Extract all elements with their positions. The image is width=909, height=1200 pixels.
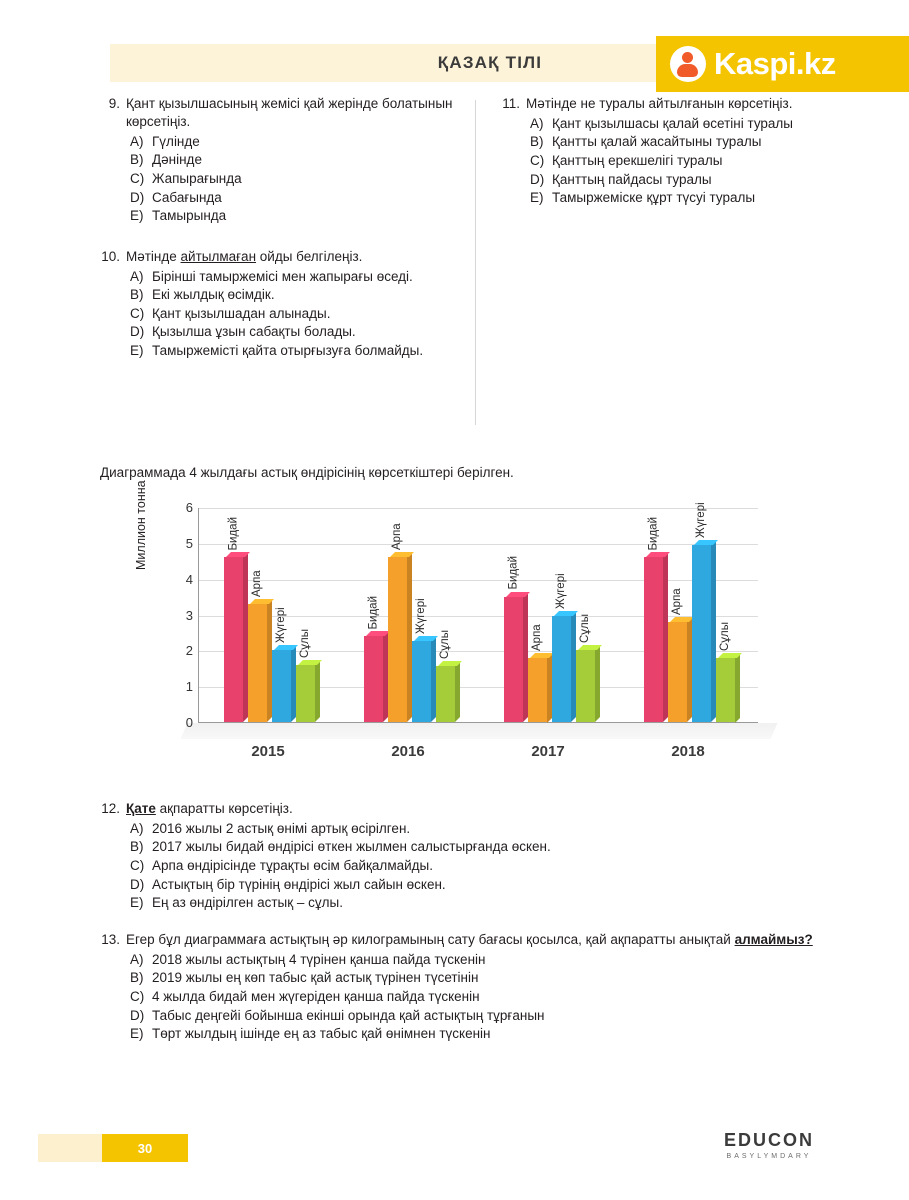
option-b-letter: B) [130,970,144,986]
question-12 [100,800,880,913]
option-a-text: Бірінші тамыржемісі мен жапырағы өседі. [152,268,413,284]
question-13 [100,931,880,1044]
option-e[interactable] [100,342,460,361]
chart-bar [248,604,267,722]
option-e-letter: E) [530,190,544,206]
chart-bar [644,557,663,722]
option-c-letter: C) [130,858,145,874]
question-11-number: 11. [502,96,520,111]
chart-x-label: 2018 [671,743,705,760]
question-9-text: Қант қызылшасының жемісі қай жерінде болатынын көрсетіңіз. [126,96,453,129]
question-12-text [126,800,880,818]
chart-bar [224,557,243,722]
chart-bar-label: Сұлы [719,621,731,651]
chart-bar-label: Арпа [671,587,683,615]
option-c[interactable] [500,152,880,171]
chart-bar [388,557,407,722]
option-e[interactable] [100,1025,880,1044]
question-11-text: Мәтінде не туралы айтылғанын көрсетіңіз. [526,96,793,111]
kaspi-brand-label: Kaspi.kz [714,46,836,81]
option-d-text: Қызылша ұзын сабақты болады. [152,324,356,340]
chart-bar-label: Бидай [507,556,519,590]
question-12-text-after: ақпаратты көрсетіңіз. [155,801,293,816]
option-c-letter: C) [130,989,145,1004]
chart-x-label: 2016 [391,743,425,760]
bottom-question-area [100,800,880,1058]
option-c-text: 4 жылда бидай мен жүгеріден қанша пайда түскенін [152,989,480,1004]
option-e-text: Ең аз өндірілген астық – сұлы. [152,895,343,911]
option-a-text: Қант қызылшасы қалай өсетіні туралы [552,115,794,131]
chart-base-shadow [180,723,777,739]
option-d[interactable] [500,171,880,190]
question-10-text-underline: айтылмаған [180,248,257,264]
option-e-text: Тамыржеміске құрт түсуі туралы [552,190,756,206]
option-b-letter: B) [130,152,144,168]
option-b[interactable] [100,838,880,857]
question-12-options [100,820,880,913]
question-10-text [126,248,460,266]
option-a[interactable] [100,133,460,152]
option-a-text: 2018 жылы астықтың 4 түрінен қанша пайда түскенін [152,951,486,967]
chart-bar-label: Арпа [531,623,543,651]
chart-bar-label: Сұлы [299,628,311,658]
question-12-number: 12. [101,801,120,816]
option-e[interactable] [500,189,880,208]
option-b[interactable] [100,151,460,170]
option-e-letter: E) [130,208,144,224]
chart-y-tick: 6 [185,500,193,515]
chart-gridline [199,508,758,509]
option-d-text: Қанттың пайдасы туралы [552,171,712,187]
question-10-text-before: Мәтінде [126,248,181,264]
option-d[interactable] [100,876,880,895]
left-question-column [100,95,460,377]
option-a-letter: A) [130,268,144,284]
option-e-text: Тамырында [152,208,227,224]
option-c[interactable] [100,988,880,1007]
option-d-letter: D) [130,876,145,892]
option-a-letter: A) [130,951,144,967]
option-a-letter: A) [130,133,144,149]
option-d-letter: D) [130,1007,145,1023]
chart-bar [668,622,687,722]
chart-bar-label: Сұлы [579,614,591,644]
question-13-text-underline: алмаймыз? [734,931,813,947]
question-10 [100,248,460,361]
option-b-text: Қантты қалай жасайтыны туралы [552,134,762,150]
option-e[interactable] [100,207,460,226]
chart-intro-text: Диаграммада 4 жылдағы астық өндірісінің көрсеткіштері берілген. [100,465,514,480]
question-11-options [500,115,880,208]
option-a-letter: A) [130,820,144,836]
question-10-options [100,268,460,361]
question-10-number: 10. [101,248,120,264]
bar-chart [134,480,780,785]
option-b-text: Екі жылдық өсімдік. [152,287,275,303]
chart-bar-label: Жүгері [275,607,287,644]
option-c-text: Арпа өндірісінде тұрақты өсім байқалмайды. [152,858,433,874]
publisher-sub: BASYLYMDARY [726,1153,812,1160]
option-d-letter: D) [130,189,145,205]
chart-y-tick: 4 [185,571,193,587]
chart-bar [364,636,383,722]
footer-page-bar [38,1134,188,1162]
option-d-text: Сабағында [152,189,222,205]
chart-y-tick: 5 [185,535,193,551]
option-c-text: Қант қызылшадан алынады. [152,305,331,321]
option-c[interactable] [100,305,460,324]
question-12-text-underline: Қате [126,801,156,816]
chart-bar-label: Сұлы [439,630,451,660]
option-d-text: Табыс деңгейі бойынша екінші орында қай астықтың тұрғанын [152,1007,545,1023]
option-a-text: Гүлінде [152,133,200,149]
option-c-letter: C) [130,305,145,321]
chart-bar [504,597,523,722]
chart-y-tick: 0 [185,715,193,730]
option-a[interactable] [100,268,460,287]
option-b[interactable] [100,969,880,988]
chart-y-tick: 2 [185,643,193,659]
option-d[interactable] [100,1007,880,1026]
option-c-letter: C) [530,153,545,169]
option-e-letter: E) [130,343,144,359]
chart-bar [576,650,595,722]
option-d[interactable] [100,189,460,208]
page-number: 30 [102,1134,188,1162]
question-9-number: 9. [108,96,120,111]
option-d[interactable] [100,323,460,342]
option-b[interactable] [100,286,460,305]
chart-bar-label: Бидай [367,595,379,629]
option-e-text: Тамыржемісті қайта отырғызуға болмайды. [152,343,424,359]
option-d-text: Астықтың бір түрінің өндірісі жыл сайын өскен. [152,876,446,892]
chart-y-tick: 3 [185,607,193,623]
question-9 [100,95,460,226]
chart-plot-area [185,500,758,730]
chart-bar-label: Арпа [251,570,263,597]
kaspi-watermark [656,36,909,92]
chart-bar [296,665,315,722]
chart-bar-label: Жүгері [695,501,707,538]
question-13-text [126,931,880,949]
question-13-text-before: Егер бұл диаграммаға астықтың әр килограмының сату бағасы қосылса, қай ақпаратты анықтай [126,931,735,947]
column-divider [475,100,476,425]
option-b-text: 2019 жылы ең көп табыс қай астық түрінен түсетінін [152,970,479,986]
option-e-letter: E) [130,895,144,911]
option-b[interactable] [500,133,880,152]
chart-bar [692,545,711,722]
option-c-text: Қанттың ерекшелігі туралы [552,153,723,169]
option-a-text: 2016 жылы 2 астық өнімі артық өсірілген. [152,820,411,836]
option-c-letter: C) [130,170,145,186]
chart-bar-label: Жүгері [415,598,427,635]
chart-x-label: 2015 [251,743,285,760]
chart-bar-label: Арпа [391,523,403,551]
chart-bar [412,641,431,722]
option-b-text: 2017 жылы бидай өндірісі өткен жылмен салыстырғанда өскен. [152,839,551,855]
option-c[interactable] [100,170,460,189]
option-d-letter: D) [130,324,145,340]
chart-bar [716,658,735,723]
question-11 [500,95,880,208]
question-9-options [100,133,460,226]
chart-y-axis-label: Миллион тонна [134,480,148,570]
page-header-title: ҚАЗАҚ ТІЛІ [437,53,543,72]
option-a-letter: A) [530,115,544,131]
chart-x-label: 2017 [531,743,565,760]
publisher-name: EDUCON [723,1130,814,1150]
chart-bar-label: Бидай [227,516,239,551]
kaspi-logo-icon [670,46,706,82]
chart-bar-label: Бидай [647,516,659,551]
option-e-letter: E) [130,1026,144,1042]
option-b-text: Дәнінде [152,152,202,168]
option-b-letter: B) [130,839,144,855]
chart-bar [552,616,571,722]
option-b-letter: B) [130,287,144,303]
option-e[interactable] [100,894,880,913]
option-d-letter: D) [530,171,545,187]
option-a[interactable] [100,820,880,839]
publisher-logo [724,1130,814,1160]
right-question-column [500,95,880,224]
chart-bar [436,666,455,722]
option-e-text: Төрт жылдың ішінде ең аз табыс қай өнімнен түскенін [152,1026,491,1042]
chart-y-tick: 1 [185,679,193,695]
question-13-number: 13. [101,931,120,947]
chart-bar [528,658,547,723]
option-b-letter: B) [530,134,544,150]
question-10-text-after: ойды белгілеңіз. [256,248,363,264]
option-c-text: Жапырағында [152,170,242,186]
chart-gridline [199,544,758,545]
chart-bar-label: Жүгері [555,573,567,610]
option-a[interactable] [500,115,880,134]
option-c[interactable] [100,857,880,876]
option-a[interactable] [100,951,880,970]
question-13-options [100,951,880,1044]
chart-bar [272,650,291,722]
